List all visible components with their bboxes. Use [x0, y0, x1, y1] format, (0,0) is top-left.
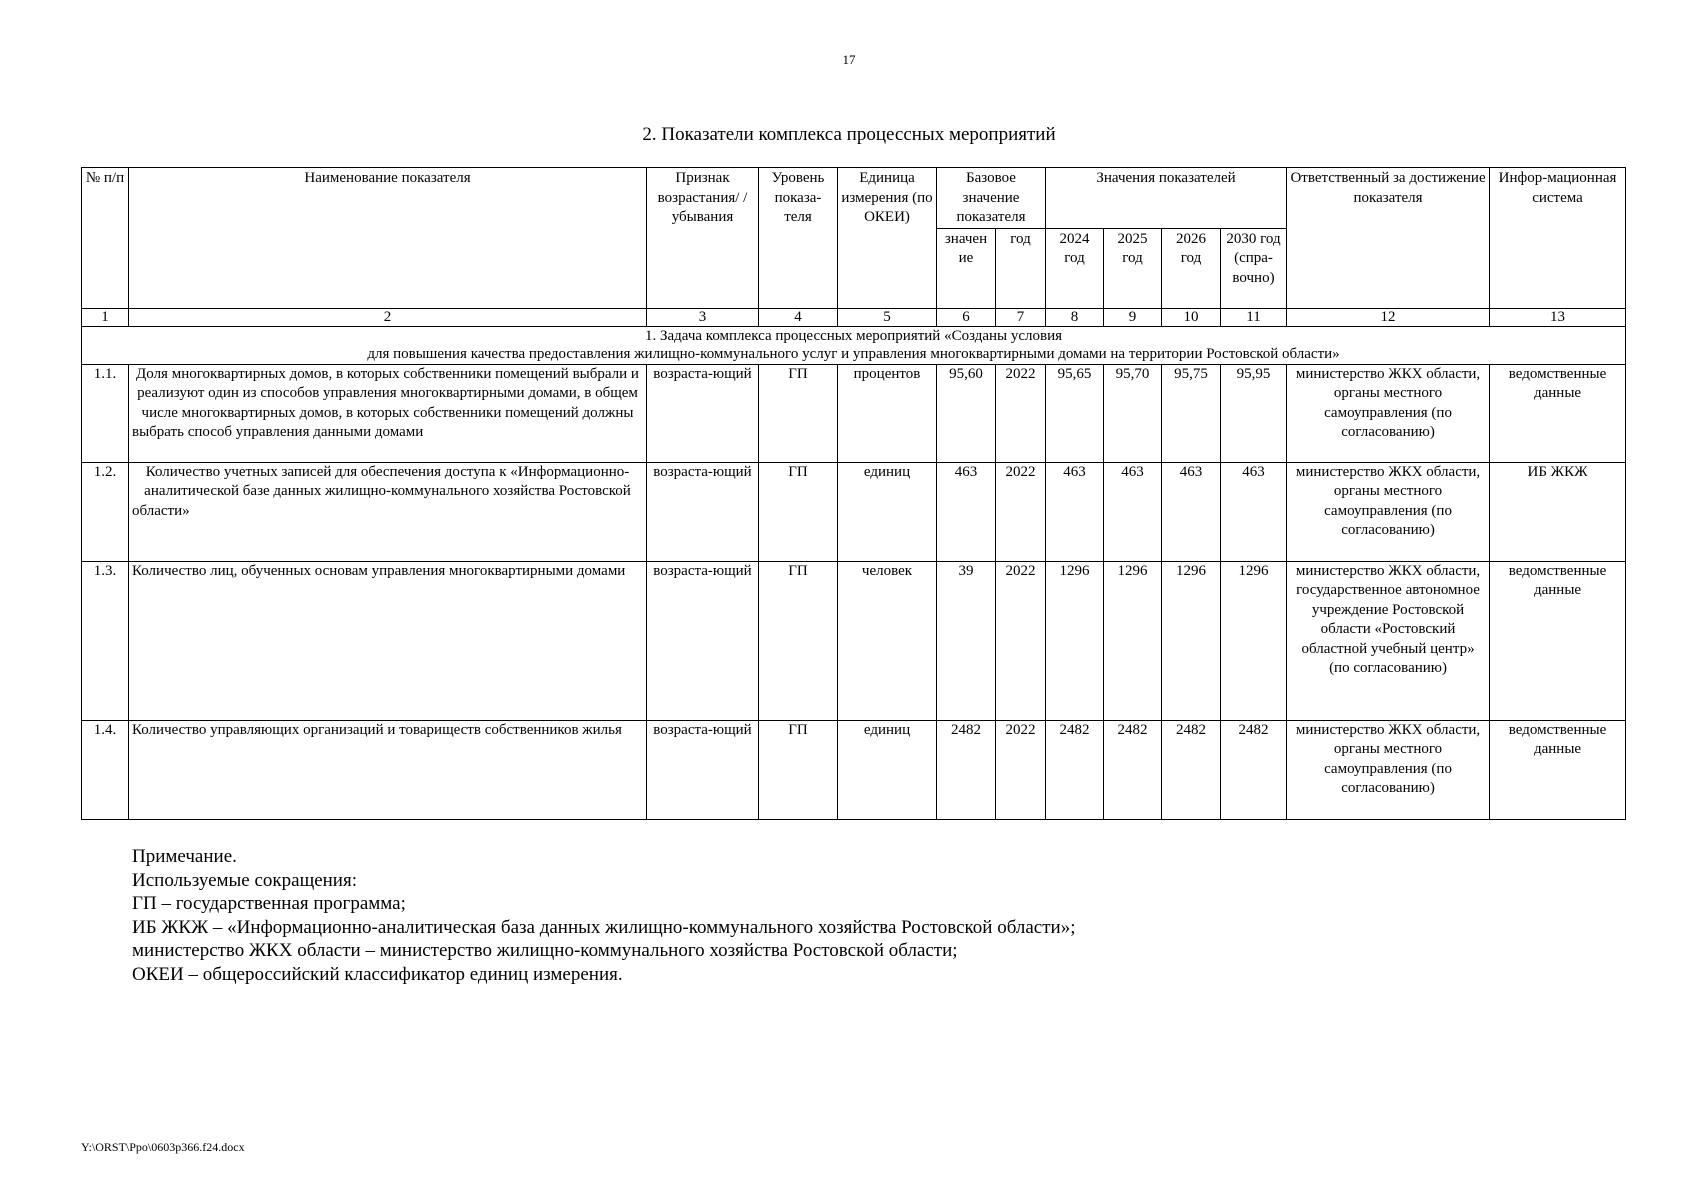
- row-name: Количество учетных записей для обеспечения доступа к «Информационно-аналитической базе данных жилищно-коммунального хозяйства Ростовской области»: [129, 462, 647, 561]
- header-2030: 2030 год (спра-вочно): [1221, 228, 1287, 308]
- column-number: 3: [647, 308, 759, 326]
- header-responsible: Ответственный за достижение показателя: [1287, 168, 1490, 309]
- row-2025: 1296: [1104, 561, 1162, 720]
- header-2025: 2025 год: [1104, 228, 1162, 308]
- row-responsible: министерство ЖКХ области, органы местного самоуправления (по согласованию): [1287, 462, 1490, 561]
- row-2030: 463: [1221, 462, 1287, 561]
- column-number: 5: [838, 308, 937, 326]
- row-unit: единиц: [838, 720, 937, 819]
- task-title: 1. Задача комплекса процессных мероприятий «Созданы условия: [644, 327, 1063, 344]
- row-num: 1.2.: [82, 462, 129, 561]
- row-sign: возраста-ющий: [647, 364, 759, 462]
- header-2026: 2026 год: [1162, 228, 1221, 308]
- header-row: [82, 168, 1626, 229]
- row-base-year: 2022: [996, 561, 1046, 720]
- row-info: ИБ ЖКЖ: [1490, 462, 1626, 561]
- header-base: Базовое значение показателя: [937, 168, 1046, 229]
- header-base-value: значен ие: [937, 228, 996, 308]
- column-number: 7: [996, 308, 1046, 326]
- row-2024: 463: [1046, 462, 1104, 561]
- row-level: ГП: [759, 561, 838, 720]
- row-info: ведомственные данные: [1490, 561, 1626, 720]
- row-2024: 1296: [1046, 561, 1104, 720]
- row-sign: возраста-ющий: [647, 561, 759, 720]
- row-level: ГП: [759, 364, 838, 462]
- row-name: Доля многоквартирных домов, в которых собственники помещений выбрали и реализуют один из способов управления многоквартирными домами, в общем числе многоквартирных домов, в которых собственники помещений должны выбрать способ управления данными домами: [129, 364, 647, 462]
- row-sign: возраста-ющий: [647, 720, 759, 819]
- row-2026: 1296: [1162, 561, 1221, 720]
- row-info: ведомственные данные: [1490, 364, 1626, 462]
- row-2025: 463: [1104, 462, 1162, 561]
- row-num: 1.3.: [82, 561, 129, 720]
- row-2024: 95,65: [1046, 364, 1104, 462]
- column-number: 9: [1104, 308, 1162, 326]
- row-responsible: министерство ЖКХ области, государственное автономное учреждение Ростовской области «Ростовский областной учебный центр» (по согласованию): [1287, 561, 1490, 720]
- notes-item: ИБ ЖКЖ – «Информационно-аналитическая база данных жилищно-коммунального хозяйства Ростовской области»;: [132, 916, 1076, 938]
- column-number: 8: [1046, 308, 1104, 326]
- row-level: ГП: [759, 720, 838, 819]
- row-2026: 463: [1162, 462, 1221, 561]
- row-unit: единиц: [838, 462, 937, 561]
- row-2026: 2482: [1162, 720, 1221, 819]
- task-title-cell: [82, 326, 1626, 364]
- header-sign: Признак возрастания/ /убывания: [647, 168, 759, 309]
- row-base-year: 2022: [996, 364, 1046, 462]
- header-name: Наименование показателя: [129, 168, 647, 309]
- table-row: [82, 720, 1626, 819]
- notes-item: ОКЕИ – общероссийский классификатор единиц измерения.: [132, 963, 623, 985]
- notes-item: ГП – государственная программа;: [132, 893, 406, 914]
- row-unit: человек: [838, 561, 937, 720]
- notes-title: Примечание.: [132, 846, 237, 867]
- table-row: [82, 364, 1626, 462]
- row-level: ГП: [759, 462, 838, 561]
- column-number: 10: [1162, 308, 1221, 326]
- row-base-year: 2022: [996, 462, 1046, 561]
- column-number: 11: [1221, 308, 1287, 326]
- header-values: Значения показателей: [1046, 168, 1287, 229]
- row-sign: возраста-ющий: [647, 462, 759, 561]
- row-2026: 95,75: [1162, 364, 1221, 462]
- notes-block: [132, 845, 1076, 986]
- footer-file-path: Y:\ORST\Ppo\0603p366.f24.docx: [81, 1140, 245, 1154]
- row-responsible: министерство ЖКХ области, органы местного самоуправления (по согласованию): [1287, 720, 1490, 819]
- column-number: 6: [937, 308, 996, 326]
- page-number: 17: [842, 52, 856, 67]
- row-2024: 2482: [1046, 720, 1104, 819]
- row-info: ведомственные данные: [1490, 720, 1626, 819]
- header-level: Уровень показа-теля: [759, 168, 838, 309]
- row-base-value: 463: [937, 462, 996, 561]
- row-2025: 2482: [1104, 720, 1162, 819]
- header-base-year: год: [996, 228, 1046, 308]
- table-row: [82, 561, 1626, 720]
- row-num: 1.1.: [82, 364, 129, 462]
- row-name: Количество управляющих организаций и товариществ собственников жилья: [129, 720, 647, 819]
- header-2024: 2024 год: [1046, 228, 1104, 308]
- column-number: 12: [1287, 308, 1490, 326]
- task-row: [82, 326, 1626, 364]
- column-numbers-row: [82, 308, 1626, 326]
- row-base-year: 2022: [996, 720, 1046, 819]
- row-2030: 95,95: [1221, 364, 1287, 462]
- column-number: 13: [1490, 308, 1626, 326]
- column-number: 1: [82, 308, 129, 326]
- header-num: № п/п: [82, 168, 129, 309]
- row-2030: 1296: [1221, 561, 1287, 720]
- notes-abbrev-title: Используемые сокращения:: [132, 869, 357, 891]
- row-num: 1.4.: [82, 720, 129, 819]
- row-base-value: 95,60: [937, 364, 996, 462]
- header-info: Инфор-мационная система: [1490, 168, 1626, 309]
- header-unit: Единица измерения (по ОКЕИ): [838, 168, 937, 309]
- row-2025: 95,70: [1104, 364, 1162, 462]
- row-name: Количество лиц, обученных основам управления многоквартирными домами: [129, 561, 647, 720]
- indicators-table: [81, 167, 1626, 820]
- table-row: [82, 462, 1626, 561]
- task-title-line2: для повышения качества предоставления жилищно-коммунального услуг и управления многоквартирными домами на территории Ростовской области»: [367, 346, 1340, 362]
- row-unit: процентов: [838, 364, 937, 462]
- row-base-value: 2482: [937, 720, 996, 819]
- column-number: 4: [759, 308, 838, 326]
- notes-item: министерство ЖКХ области – министерство жилищно-коммунального хозяйства Ростовской области;: [132, 940, 958, 961]
- row-base-value: 39: [937, 561, 996, 720]
- row-responsible: министерство ЖКХ области, органы местного самоуправления (по согласованию): [1287, 364, 1490, 462]
- row-2030: 2482: [1221, 720, 1287, 819]
- section-title: 2. Показатели комплекса процессных мероприятий: [642, 124, 1056, 145]
- column-number: 2: [129, 308, 647, 326]
